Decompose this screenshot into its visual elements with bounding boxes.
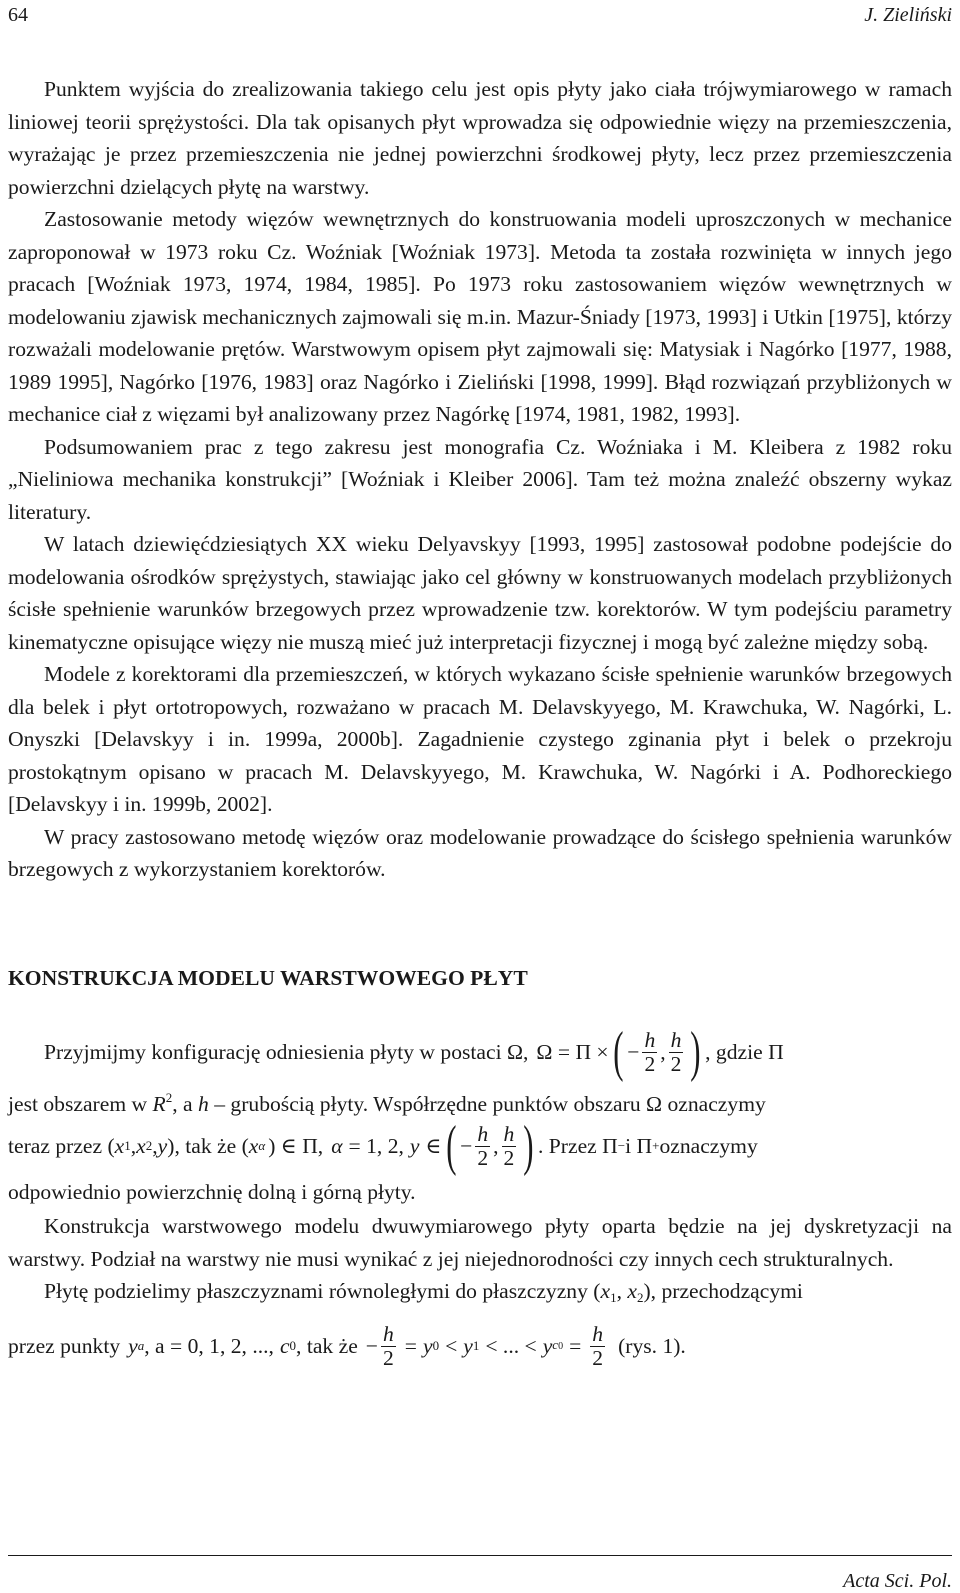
fraction: [590, 1323, 605, 1369]
subscript: 2: [145, 1137, 153, 1153]
math-symbol: =: [569, 1334, 582, 1359]
math-symbol: y: [128, 1334, 138, 1359]
equation-line: [8, 1116, 952, 1176]
math-symbol: x: [248, 1133, 259, 1158]
math-symbol: x: [114, 1133, 125, 1158]
text-span: oznaczymy: [659, 1133, 758, 1158]
subscript: 2: [636, 1290, 644, 1305]
text-span: = 1, 2,: [348, 1133, 404, 1158]
subscript: a: [137, 1338, 145, 1354]
text-span: ), przechodzącymi: [643, 1279, 803, 1303]
text-span: teraz przez (: [8, 1133, 115, 1158]
text-line: odpowiednio powierzchnię dolną i górną płyty.: [8, 1180, 416, 1204]
running-author: J. Zieliński: [864, 4, 952, 26]
paren-close: ): [690, 1021, 701, 1083]
math-symbol: y: [157, 1133, 168, 1158]
text-span: ,: [152, 1133, 158, 1158]
paren-open: (: [612, 1021, 624, 1083]
subscript: 0: [558, 1341, 564, 1353]
subscript: 0: [289, 1338, 297, 1354]
math-symbol: c: [279, 1334, 290, 1359]
paragraph: Konstrukcja warstwowego modelu dwuwymiarowego płyty oparta będzie na jej dyskretyzacji na warstwy. Podział na warstwy nie musi wynikać z jej niejednorodności czy innych cech strukturalnych.: [8, 1214, 952, 1271]
subscript: −: [617, 1137, 626, 1153]
subscript: α: [258, 1137, 266, 1153]
text-span: . Przez Π: [538, 1133, 618, 1158]
math-symbol: α: [331, 1133, 343, 1158]
paragraph: Zastosowanie metody więzów wewnętrznych do konstruowania modeli uproszczonych w mechanice zaproponował w 1973 roku Cz. Woźniak [Woźniak 1973]. Metoda ta została rozwinięta w innych jego pracach [Woźniak 1973, 1974, 1984, 1985]. Po 1973 roku zastosowaniem więzów wewnętrznych w modelowaniu zjawisk mechanicznych zajmowali się m.in. Mazur-Śniady [1973, 1993] i Utkin [1975], którzy rozważali modelowanie prętów. Warstwowym opisem płyt zajmowali się: Matysiak i Nagórko [1977, 1988, 1989 1995], Nagórko [1976, 1983] oraz Nagórko i Zieliński [1998, 1999]. Błąd rozwiązań przybliżonych w mechanice ciał z więzami był analizowany przez Nagórkę [1974, 1981, 1982, 1993].: [8, 207, 952, 426]
text-span: , a: [172, 1092, 193, 1116]
frac-den: 2: [382, 1346, 394, 1370]
text-span: Płytę podzielimy płaszczyznami równoległymi do płaszczyzny (: [44, 1279, 601, 1303]
paren-open: (: [445, 1115, 456, 1177]
subscript: 1: [610, 1290, 617, 1305]
eq-neg: −: [627, 1039, 640, 1064]
math-symbol: =: [404, 1334, 417, 1359]
math-symbol: y: [422, 1334, 433, 1359]
text-span: – grubością płyty. Współrzędne punktów obszaru Ω oznaczymy: [214, 1092, 766, 1116]
text-span: przez punkty: [8, 1334, 121, 1359]
math-symbol: <: [445, 1334, 458, 1359]
fraction: [669, 1029, 684, 1075]
paragraph: Modele z korektorami dla przemieszczeń, w których wykazano ścisłe spełnienie warunków brzegowych dla belek i płyt ortotropowych, rozważano w pracach M. Delavskyyego, M. Krawchuka, W. Nagórki, L. Onyszki [Delavskyy i in. 1999a, 2000b]. Zagadnienie czystego zginania płyt i belek o przekroju prostokątnym opisano w pracach M. Delavskyyego, M. Krawchuka, W. Nagórki i A. Podhoreckiego [Delavskyy i in. 1999b, 2002].: [8, 662, 952, 816]
frac-num: h: [477, 1121, 489, 1146]
text-line: [8, 1082, 952, 1116]
math-symbol: ∈: [425, 1133, 442, 1158]
text-span: ,: [493, 1133, 499, 1158]
math-symbol: −: [365, 1334, 378, 1359]
paragraph: [8, 1275, 952, 1315]
frac-den: 2: [644, 1051, 656, 1076]
fraction: [502, 1123, 517, 1169]
eq-lead: Przyjmijmy konfigurację odniesienia płyty w postaci Ω,: [44, 1039, 529, 1064]
subscript: 1: [472, 1338, 480, 1354]
text-span: ) ∈ Π,: [268, 1133, 324, 1158]
math-symbol: R: [152, 1092, 166, 1116]
math-symbol: h: [198, 1092, 209, 1116]
subscript: 1: [124, 1137, 131, 1153]
fraction: [475, 1123, 490, 1169]
frac-num: h: [670, 1027, 682, 1052]
paragraph: Punktem wyjścia do zrealizowania takiego celu jest opis płyty jako ciała trójwymiarowego w ramach liniowej teorii sprężystości. Dla tak opisanych płyt wprowadza się odpowiednie więzy na przemieszczenia, wyrażając je przez przemieszczenia nie jednej powierzchni środkowej płyty, lecz przez przemieszczenia powierzchni dzielących płytę na warstwy.: [8, 77, 952, 199]
text-span: , tak że: [296, 1334, 358, 1359]
frac-den: 2: [503, 1145, 515, 1170]
text-span: , a = 0, 1, 2, ...,: [144, 1334, 274, 1359]
math-symbol: −: [460, 1133, 473, 1158]
eq-sep: ,: [660, 1039, 666, 1064]
frac-den: 2: [592, 1346, 604, 1370]
math-symbol: y: [409, 1133, 420, 1158]
text-span: jest obszarem w: [8, 1092, 148, 1116]
math-symbol: x: [627, 1279, 637, 1303]
paragraph: W latach dziewięćdziesiątych XX wieku Delyavskyy [1993, 1995] zastosował podobne podejście do modelowania ośrodków sprężystych, stawiając jako cel główny w konstruowanych modelach przybliżonych ścisłe spełnienie warunków brzegowych przez wprowadzenie tzw. korektorów. W tym podejściu parametry kinematyczne opisujące więzy nie muszą mieć już interpretacji fizycznej i mogą być zależne między sobą.: [8, 532, 952, 654]
frac-den: 2: [670, 1051, 682, 1076]
subscript: +: [652, 1137, 660, 1153]
math-symbol: < ... <: [485, 1334, 537, 1359]
frac-num: h: [503, 1121, 515, 1146]
text-span: ,: [130, 1133, 137, 1158]
equation-line: [8, 1315, 952, 1379]
journal-footer: Acta Sci. Pol.: [843, 1570, 952, 1592]
paragraph: W pracy zastosowano metodę więzów oraz modelowanie prowadzące do ścisłego spełnienia warunków brzegowych z wykorzystaniem korektorów.: [8, 824, 952, 881]
page: [8, 0, 952, 1590]
math-symbol: x: [600, 1279, 611, 1303]
math-symbol: y: [542, 1334, 553, 1359]
paren-close: ): [523, 1115, 534, 1177]
page-number: 64: [8, 4, 28, 26]
subscript: c: [552, 1337, 559, 1353]
fraction: [642, 1029, 657, 1075]
text-span: (rys. 1).: [618, 1334, 686, 1359]
math-symbol: x: [136, 1133, 146, 1158]
frac-num: h: [592, 1322, 604, 1347]
eq-lhs: Ω = Π ×: [536, 1039, 609, 1064]
superscript: 2: [165, 1090, 173, 1105]
math-symbol: y: [463, 1334, 473, 1359]
section-heading: KONSTRUKCJA MODELU WARSTWOWEGO PŁYT: [8, 965, 528, 990]
text-span: ), tak że (: [167, 1133, 249, 1158]
body-text: [8, 73, 952, 1379]
frac-den: 2: [477, 1145, 489, 1170]
text-span: ,: [616, 1279, 628, 1303]
page-header: [8, 4, 952, 32]
frac-num: h: [644, 1027, 656, 1052]
frac-num: h: [382, 1322, 394, 1347]
fraction: [381, 1323, 396, 1369]
equation-line: [8, 1022, 952, 1082]
paragraph: Podsumowaniem prac z tego zakresu jest monografia Cz. Woźniaka i M. Kleibera z 1982 roku „Nieliniowa mechanika konstrukcji” [Woźniak i Kleiber 2006]. Tam też można znaleźć obszerny wykaz literatury.: [8, 434, 952, 524]
footer-rule: [8, 1555, 952, 1556]
eq-tail: , gdzie Π: [705, 1039, 784, 1064]
subscript: 0: [432, 1338, 440, 1354]
text-span: i Π: [625, 1133, 653, 1158]
